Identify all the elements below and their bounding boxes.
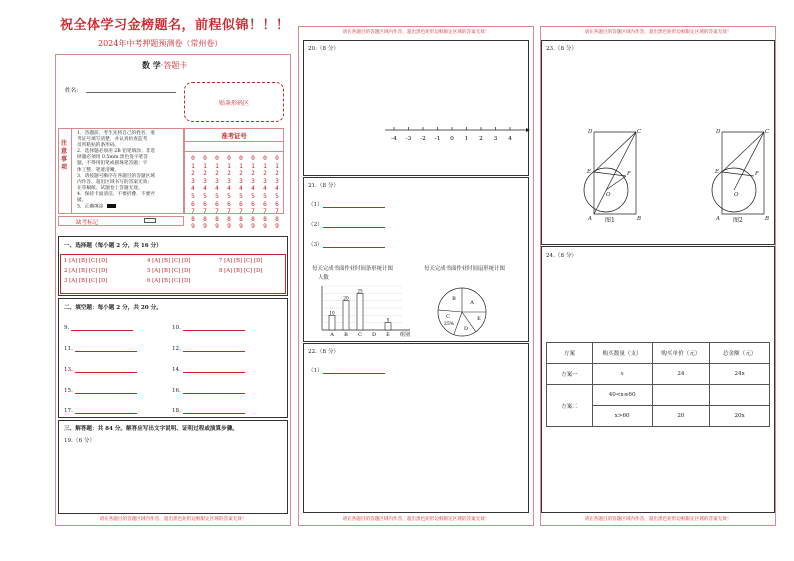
notice-line: 员所粘贴的条形码。 (77, 143, 120, 149)
notice-line: 题，不得用铅笔或圆珠笔答题；字 (77, 161, 148, 167)
ticket-digit-bubble[interactable]: 7 (239, 208, 243, 216)
ticket-digit-bubble[interactable]: 8 (239, 215, 243, 223)
fill-blank[interactable] (75, 367, 137, 373)
table-cell: 20x (710, 406, 770, 427)
ticket-digit-bubble[interactable]: 2 (263, 170, 267, 178)
bar-category-label: E (386, 332, 390, 338)
ticket-digit-bubble[interactable]: 9 (215, 223, 219, 231)
fill-number: 12. (172, 346, 181, 352)
ticket-digit-bubble[interactable]: 7 (203, 208, 207, 216)
pie-slice-label: E (477, 316, 481, 322)
ticket-digit-bubble[interactable]: 6 (275, 200, 279, 208)
fill-blank[interactable] (183, 325, 245, 331)
svg-text:A: A (716, 216, 720, 222)
ticket-digit-bubble[interactable]: 4 (215, 185, 219, 193)
correct-fill-label: 5．正确填涂 (77, 204, 104, 210)
ticket-digit-bubble[interactable]: 1 (203, 162, 207, 170)
choice-row-8[interactable]: 8 [A] [B] [C] [D] (219, 268, 263, 274)
answer-blank[interactable] (323, 242, 385, 248)
ticket-digit-bubble[interactable]: 9 (227, 223, 231, 231)
fig2-tangent (722, 132, 764, 172)
pie-chart-title: 每天完成书面作业时间扇形统计图 (424, 266, 505, 272)
ticket-digit-bubble[interactable]: 9 (191, 223, 195, 231)
bottom-note-col3: 请在各题目的答题区域内作答，超出黑色矩形边框限定区域的答案无效！ (584, 517, 732, 522)
ticket-digit-bubble[interactable]: 5 (191, 192, 195, 200)
ticket-digit-bubble[interactable]: 2 (191, 170, 195, 178)
ticket-digit-bubble[interactable]: 6 (251, 200, 255, 208)
ticket-digit-bubble[interactable]: 4 (239, 185, 243, 193)
plan-table-header-row (547, 343, 770, 364)
ticket-digit-bubble[interactable]: 2 (239, 170, 243, 178)
fill-item-18[interactable] (172, 408, 245, 414)
fill-number: 18. (172, 408, 181, 414)
q23-label: 23.（8 分） (546, 46, 578, 52)
choice-row-3[interactable]: 3 [A] [B] [C] [D] (64, 278, 108, 284)
q24-label: 24.（8 分） (546, 253, 578, 259)
ticket-digit-bubble[interactable]: 8 (275, 215, 279, 223)
notice-line: 内作答，超出区域书写的答案无效； (77, 179, 153, 185)
ticket-digit-bubble[interactable]: 3 (191, 177, 195, 185)
ticket-digit-bubble[interactable]: 7 (227, 208, 231, 216)
fill-item-9[interactable] (64, 325, 133, 331)
notice-line: 择题必须用 0.5mm 黑色签字笔答 (77, 155, 148, 161)
ticket-digit-bubble[interactable]: 5 (239, 192, 243, 200)
ticket-digit-bubble[interactable]: 1 (275, 162, 279, 170)
bar-category-label: A (330, 332, 334, 338)
number-line-label: -3 (405, 136, 412, 142)
fill-blank[interactable] (183, 367, 245, 373)
table-cell: 24x (710, 364, 770, 385)
ticket-digit-bubble[interactable]: 1 (227, 162, 231, 170)
ticket-digit-bubble[interactable]: 8 (215, 215, 219, 223)
ticket-digit-bubble[interactable]: 6 (239, 200, 243, 208)
notice-lines (77, 131, 182, 211)
bar-chart-title: 每天完成书面作业时间条形统计图 (312, 266, 393, 272)
correct-fill-sample (107, 204, 116, 208)
section-1-title: 一、选择题（每小题 2 分，共 16 分） (64, 243, 162, 249)
fill-item-17[interactable] (64, 408, 137, 414)
table-cell: 24 (652, 364, 710, 385)
table-header-cell: 购买数量（支） (592, 343, 652, 364)
fill-number: 17. (64, 408, 73, 414)
fill-blank[interactable] (183, 346, 245, 352)
name-field[interactable] (86, 92, 176, 93)
absent-label: 缺考标记 (76, 220, 99, 226)
number-line-label: 0 (450, 136, 454, 142)
bar-category-label: B (344, 332, 348, 338)
part-label: （1） (308, 202, 323, 208)
notice-line: 1．答题前，考生先将自己的姓名、准 (77, 131, 155, 136)
bar-value-label: 25 (357, 288, 363, 294)
table-header-cell: 购买单价（元） (652, 343, 710, 364)
plan-table (546, 342, 770, 427)
notice-line: 4．保持卡面清洁，不要折叠、不要弄 (77, 191, 155, 197)
bar-value-label: 5 (386, 317, 390, 323)
top-note-col3: 请在各题目的答题区域内作答，超出黑色矩形边框限定区域的答案无效！ (584, 30, 732, 35)
fill-item-10[interactable] (172, 325, 245, 331)
bottom-note-col1: 请在各题目的答题区域内作答，超出黑色矩形边框限定区域的答案无效！ (99, 517, 247, 522)
pie-value-label: 25% (443, 322, 455, 327)
number-line-label: -2 (420, 136, 426, 142)
answer-blank[interactable] (323, 368, 385, 374)
q22-part-1[interactable] (308, 366, 385, 374)
ticket-digit-bubble[interactable]: 5 (203, 192, 207, 200)
ticket-digit-bubble[interactable]: 9 (251, 223, 255, 231)
q21-part-2[interactable] (308, 220, 385, 228)
fill-item-11[interactable] (64, 346, 137, 352)
pie-slice-label: C (446, 314, 450, 320)
barcode-area (184, 82, 284, 122)
choice-row-2[interactable]: 2 [A] [B] [C] [D] (64, 268, 108, 274)
notice-label: 注意事项 (61, 140, 68, 171)
figure-2-caption: 图2 (733, 217, 743, 224)
ticket-digit-column[interactable] (248, 155, 258, 231)
ticket-digit-bubble[interactable]: 8 (251, 215, 255, 223)
ticket-digit-column[interactable] (236, 155, 246, 231)
svg-text:C: C (765, 129, 770, 135)
ticket-digit-bubble[interactable]: 9 (263, 223, 267, 231)
choice-row-1[interactable]: 1 [A] [B] [C] [D] (64, 258, 108, 264)
notice-line: 在草稿纸、试题卷上答题无效。 (77, 185, 143, 191)
top-note-col2: 请在各题目的答题区域内作答，超出黑色矩形边框限定区域的答案无效！ (342, 30, 490, 35)
slogan: 祝全体学习金榜题名，前程似锦！！！ (60, 18, 290, 33)
table-header-cell: 总金额（元） (710, 343, 770, 364)
svg-text:F: F (755, 171, 759, 177)
answer-blank[interactable] (323, 222, 385, 228)
ticket-digit-bubble[interactable]: 6 (203, 200, 207, 208)
choice-row-5[interactable]: 5 [A] [B] [C] [D] (147, 268, 191, 274)
ticket-digit-column[interactable] (212, 155, 222, 231)
notice-line: 2．选择题必须用 2B 铅笔填涂；非选 (77, 149, 156, 155)
svg-text:O: O (606, 192, 611, 198)
ticket-digit-bubble[interactable]: 8 (227, 215, 231, 223)
q21-part-1[interactable] (308, 200, 385, 208)
ticket-digit-bubble[interactable]: 1 (191, 162, 195, 170)
bar-xlabel: 组别 (400, 332, 411, 338)
notice-line: 破。 (77, 198, 87, 204)
fill-number: 9. (64, 325, 70, 331)
svg-text:A: A (588, 216, 592, 222)
ticket-digit-bubble[interactable]: 9 (275, 223, 279, 231)
ticket-digit-bubble[interactable]: 2 (227, 170, 231, 178)
section-3-title: 三、解答题：共 84 分。解答应写出文字说明、证明过程或演算步骤。 (64, 426, 238, 432)
bottom-note-col2: 请在各题目的答题区域内作答，超出黑色矩形边框限定区域的答案无效！ (342, 517, 490, 522)
fill-blank[interactable] (75, 388, 137, 394)
svg-text:B: B (637, 216, 642, 222)
ticket-digit-bubble[interactable]: 8 (203, 215, 207, 223)
name-label: 姓名： (65, 88, 82, 94)
ticket-digit-bubble[interactable]: 0 (227, 155, 231, 162)
ticket-digit-bubble[interactable]: 5 (251, 192, 255, 200)
ticket-digit-bubble[interactable]: 3 (251, 177, 255, 185)
part-label: （1） (308, 368, 323, 374)
ticket-digit-bubble[interactable]: 6 (227, 200, 231, 208)
ticket-digit-bubble[interactable]: 1 (215, 162, 219, 170)
table-cell[interactable] (652, 385, 710, 406)
part-label: （3） (308, 242, 323, 248)
section-2-box (58, 298, 288, 418)
notice-line: 3．请按题号顺序在各题目的答题区域 (77, 173, 155, 179)
ticket-digit-bubble[interactable]: 7 (251, 208, 255, 216)
notice-line: 体工整、笔迹清晰。 (77, 167, 120, 173)
ticket-digit-bubble[interactable]: 7 (263, 208, 267, 216)
ticket-digit-bubble[interactable]: 2 (275, 170, 279, 178)
q21-part-3[interactable] (308, 240, 385, 248)
ticket-digit-bubble[interactable]: 4 (263, 185, 267, 193)
ticket-digit-bubble[interactable]: 7 (191, 208, 195, 216)
number-line-ticks (391, 127, 512, 142)
choice-row-6[interactable]: 6 [A] [B] [C] [D] (147, 278, 191, 284)
pie-chart (434, 282, 494, 340)
ticket-digit-bubble[interactable]: 3 (215, 177, 219, 185)
choice-row-4[interactable]: 4 [A] [B] [C] [D] (147, 258, 191, 264)
ticket-header-line (184, 141, 284, 142)
subject-title (142, 60, 187, 71)
ticket-digit-bubble[interactable]: 3 (263, 177, 267, 185)
part-label: （2） (308, 222, 323, 228)
bar-category-label: D (371, 332, 377, 338)
fill-number: 16. (172, 388, 181, 394)
number-line (380, 122, 530, 146)
table-cell: 方案一 (547, 364, 593, 385)
q20-box (303, 40, 529, 176)
exam-title: 2024年中考押题预测卷（常州卷） (98, 39, 223, 48)
svg-text:B: B (765, 216, 770, 222)
svg-text:C: C (637, 129, 642, 135)
answer-blank[interactable] (323, 202, 385, 208)
ticket-digit-column[interactable] (272, 155, 282, 231)
fill-number: 13. (64, 367, 73, 373)
notice-line: 考证号填写清楚，并认真检查监考 (77, 137, 148, 143)
ticket-digit-bubble[interactable]: 4 (275, 185, 279, 193)
ticket-digit-bubble[interactable]: 3 (203, 177, 207, 185)
ticket-digit-bubble[interactable]: 1 (239, 162, 243, 170)
ticket-digit-bubble[interactable]: 8 (263, 215, 267, 223)
number-line-label: 2 (479, 136, 483, 142)
svg-text:E: E (587, 169, 592, 175)
pie-slice-label: B (452, 296, 456, 302)
ticket-digit-bubble[interactable]: 4 (227, 185, 231, 193)
barcode-label: 贴条形码区 (218, 100, 249, 107)
bar-A (329, 315, 335, 330)
fill-item-15[interactable] (64, 388, 137, 394)
ticket-digit-bubble[interactable]: 6 (191, 200, 195, 208)
fig2-segment-oc (734, 132, 764, 190)
subject-name: 数 学 (142, 60, 161, 70)
number-line-label: -4 (391, 136, 397, 142)
ticket-digit-column[interactable] (200, 155, 210, 231)
ticket-digit-bubble[interactable]: 2 (203, 170, 207, 178)
fill-item-16[interactable] (172, 388, 245, 394)
table-cell: 20 (652, 406, 710, 427)
geometry-figure-2 (706, 124, 778, 224)
ticket-digit-bubble[interactable]: 0 (275, 155, 279, 162)
geometry-figure-1 (578, 124, 650, 224)
ticket-digit-bubble[interactable]: 1 (251, 162, 255, 170)
ticket-write-row-line (184, 151, 284, 152)
fill-blank[interactable] (183, 408, 245, 414)
ticket-digit-bubble[interactable]: 9 (239, 223, 243, 231)
ticket-digit-bubble[interactable]: 4 (203, 185, 207, 193)
fig1-radius (606, 176, 626, 190)
ticket-digit-bubble[interactable]: 0 (203, 155, 207, 162)
notice-line (77, 204, 182, 211)
fill-item-12[interactable] (172, 346, 245, 352)
ticket-digit-bubble[interactable]: 6 (263, 200, 267, 208)
ticket-digit-bubble[interactable]: 7 (275, 208, 279, 216)
plan-table-row-1 (547, 364, 770, 385)
svg-text:D: D (716, 129, 721, 135)
ticket-digit-bubble[interactable]: 4 (191, 185, 195, 193)
ticket-digit-bubble[interactable]: 5 (263, 192, 267, 200)
ticket-digit-bubble[interactable]: 3 (239, 177, 243, 185)
number-line-label: 4 (508, 136, 512, 142)
figure-1-caption: 图1 (605, 217, 615, 224)
bar-E (385, 323, 391, 330)
choice-row-7[interactable]: 7 [A] [B] [C] [D] (219, 258, 263, 264)
fill-blank[interactable] (183, 388, 245, 394)
table-cell[interactable] (710, 385, 770, 406)
svg-text:E: E (715, 169, 720, 175)
ticket-digit-column[interactable] (188, 155, 198, 231)
ticket-digit-bubble[interactable]: 7 (215, 208, 219, 216)
ticket-digit-bubble[interactable]: 0 (191, 155, 195, 162)
bar-category-label: C (358, 332, 362, 338)
ticket-digit-bubble[interactable]: 6 (215, 200, 219, 208)
bar-B (343, 301, 349, 330)
fill-blank[interactable] (71, 325, 133, 331)
ticket-digit-column[interactable] (224, 155, 234, 231)
table-cell: 方案二 (547, 385, 593, 427)
svg-text:F: F (627, 171, 631, 177)
fill-number: 15. (64, 388, 73, 394)
number-line-arrow (526, 128, 530, 132)
bar-C (357, 293, 363, 330)
ticket-digit-bubble[interactable]: 5 (227, 192, 231, 200)
fill-item-13[interactable] (64, 367, 137, 373)
bar-chart (314, 282, 426, 340)
ticket-digit-bubble[interactable]: 1 (263, 162, 267, 170)
fill-number: 11. (64, 346, 73, 352)
fill-number: 14. (172, 367, 181, 373)
answer-card-label: ·答题卡 (160, 61, 188, 70)
section-3-box (58, 420, 288, 514)
fill-blank[interactable] (75, 408, 137, 414)
ticket-label: 准考证号 (221, 132, 247, 140)
number-line-label: 3 (493, 136, 498, 142)
ticket-digit-bubble[interactable]: 5 (275, 192, 279, 200)
ticket-digit-bubble[interactable]: 9 (203, 223, 207, 231)
fill-item-14[interactable] (172, 367, 245, 373)
ticket-digit-bubble[interactable]: 0 (239, 155, 243, 162)
bar-value-label: 10 (329, 310, 335, 316)
ticket-digit-bubble[interactable]: 3 (227, 177, 231, 185)
bar-value-label: 20 (343, 295, 349, 301)
table-cell: 40<x≤60 (592, 385, 652, 406)
q20-label: 20.（8 分） (308, 46, 340, 52)
ticket-digit-bubble[interactable]: 5 (215, 192, 219, 200)
svg-text:D: D (588, 129, 593, 135)
fig1-tangent (594, 132, 636, 172)
plan-table-row-2 (547, 385, 770, 406)
pie-slice-label: A (470, 300, 474, 306)
ticket-digit-bubble[interactable]: 0 (251, 155, 255, 162)
ticket-digit-bubble[interactable]: 0 (263, 155, 267, 162)
svg-text:O: O (734, 192, 739, 198)
fill-blank[interactable] (75, 346, 137, 352)
table-cell: x (592, 364, 652, 385)
ticket-digit-bubble[interactable]: 8 (191, 215, 195, 223)
bar-chart-ylabel: 人数 (318, 275, 329, 281)
pie-slice-label: D (463, 326, 469, 332)
q22-label: 22.（8 分） (308, 349, 340, 355)
fill-number: 10. (172, 325, 181, 331)
table-header-cell: 方案 (547, 343, 593, 364)
ticket-digit-bubble[interactable]: 4 (251, 185, 255, 193)
number-line-label: -1 (434, 136, 441, 142)
absent-checkbox[interactable] (144, 218, 156, 223)
q19-label: 19.（6 分） (64, 438, 96, 444)
ticket-digit-bubble[interactable]: 2 (251, 170, 255, 178)
ticket-digit-column[interactable] (260, 155, 270, 231)
section-2-title: 二、填空题：每小题 2 分，共 20 分。 (64, 305, 162, 311)
q21-label: 21.（8 分） (308, 183, 340, 189)
ticket-digit-bubble[interactable]: 2 (215, 170, 219, 178)
ticket-digit-bubble[interactable]: 3 (275, 177, 279, 185)
ticket-digit-bubble[interactable]: 0 (215, 155, 219, 162)
number-line-label: 1 (464, 136, 469, 142)
table-cell: x>60 (592, 406, 652, 427)
